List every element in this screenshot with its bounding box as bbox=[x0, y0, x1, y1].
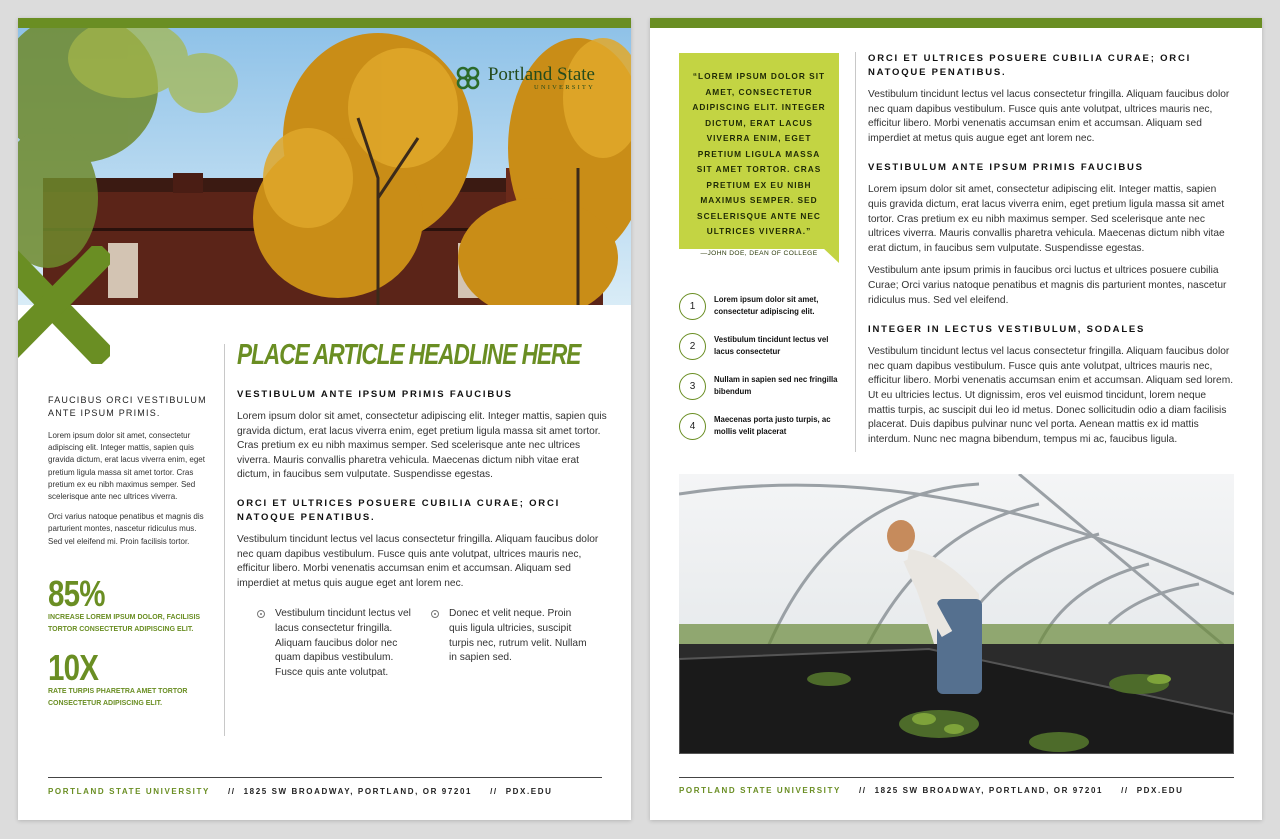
section-body: Vestibulum ante ipsum primis in faucibus orci luctus et ultrices posuere cubilia Curae; Orci varius natoque penatibus et magnis dis parturient montes, nascetur ridiculus mus. Sed vel eleifend. bbox=[868, 265, 1227, 306]
step-number: 3 bbox=[679, 373, 706, 400]
sidebar-heading: FAUCIBUS ORCI VESTIBULUM ANTE IPSUM PRIMIS. bbox=[48, 395, 207, 418]
bullet-list bbox=[237, 607, 607, 680]
footer-separator: // bbox=[858, 786, 867, 795]
bullet-icon bbox=[257, 610, 265, 618]
list-item bbox=[431, 607, 591, 680]
greenhouse-photo bbox=[679, 474, 1234, 754]
step-text: Lorem ipsum dolor sit amet, consectetur adipiscing elit. bbox=[714, 295, 819, 316]
list-item bbox=[679, 366, 839, 406]
column-divider bbox=[224, 344, 225, 736]
logo-subtitle: UNIVERSITY bbox=[534, 83, 595, 91]
section-title: VESTIBULUM ANTE IPSUM PRIMIS FAUCIBUS bbox=[237, 389, 513, 400]
step-text: Nullam in sapien sed nec fringilla bibendum bbox=[714, 375, 838, 396]
sidebar-paragraph: Lorem ipsum dolor sit amet, consectetur adipiscing elit. Integer mattis, sapien quis gravida dictum, erat lacus viverra enim, eget pretium ligula massa sit amet tortor. Cras pretium ex eu nibh maximus semper. Sed scelerisque ante nec ultrices viverra. bbox=[48, 431, 205, 502]
sidebar-column bbox=[48, 394, 208, 556]
step-number: 1 bbox=[679, 293, 706, 320]
footer-separator: // bbox=[1121, 786, 1129, 795]
quote-attribution: —JOHN DOE, DEAN OF COLLEGE bbox=[700, 249, 818, 257]
psu-logo-icon bbox=[454, 64, 482, 92]
step-number: 4 bbox=[679, 413, 706, 440]
right-page bbox=[650, 18, 1262, 820]
column-divider bbox=[855, 52, 856, 452]
footer-separator: // bbox=[227, 787, 236, 796]
quote-tail bbox=[822, 247, 839, 263]
article-headline: PLACE ARTICLE HEADLINE HERE bbox=[237, 339, 581, 371]
stat-value: 10X bbox=[48, 647, 99, 688]
stat-block bbox=[48, 647, 218, 709]
stat-block bbox=[48, 573, 218, 635]
bullet-text: Donec et velit neque. Proin quis ligula ultricies, suscipit turpis nec, rutrum velit. Nullam in sapien sed. bbox=[449, 608, 587, 664]
footer-separator: // bbox=[490, 787, 498, 796]
step-text: Vestibulum tincidunt lectus vel lacus consectetur bbox=[714, 335, 829, 356]
footer bbox=[679, 786, 1183, 795]
top-accent-bar bbox=[650, 18, 1262, 28]
numbered-steps bbox=[679, 286, 839, 446]
section-body: Lorem ipsum dolor sit amet, consectetur adipiscing elit. Integer mattis, sapien quis gravida dictum, erat lacus viverra enim, eget pretium ligula massa sit amet tortor. Cras pretium ex eu nibh maximus semper. Sed scelerisque ante nec ultrices viverra. Mauris convallis pharetra vehicula. Maecenas dictum nibh vitae erat dictum, in faucibus sem vulputate. Suspendisse egestas. bbox=[868, 184, 1225, 254]
logo-name: Portland State bbox=[487, 63, 595, 85]
section-title: ORCI ET ULTRICES POSUERE CUBILIA CURAE; ORCI NATOQUE PENATIBUS. bbox=[868, 53, 1192, 78]
section-title: ORCI ET ULTRICES POSUERE CUBILIA CURAE; ORCI NATOQUE PENATIBUS. bbox=[237, 497, 561, 523]
quote-text: “LOREM IPSUM DOLOR SIT AMET, CONSECTETUR ADIPISCING ELIT. INTEGER DICTUM, ERAT LACUS VIVERRA ENIM, EGET PRETIUM LIGULA MASSA SIT AMET TORTOR. CRAS PRETIUM EX EU NIBH MAXIMUS SEMPER. SED SCELERISQUE ANTE NEC ULTRICES VIVERRA.” bbox=[692, 71, 826, 236]
university-logo[interactable] bbox=[454, 64, 595, 92]
list-item bbox=[679, 326, 839, 366]
footer-rule bbox=[48, 777, 602, 778]
section-body: Vestibulum tincidunt lectus vel lacus consectetur fringilla. Aliquam faucibus dolor nec quam dapibus vestibulum. Fusce quis ante volutpat, ultrices mauris nec, efficitur libero. Morbi venenatis accumsan enim et accumsan. Aliquam sed imperdiet at metus quis augue eget ant lorem nec. bbox=[237, 533, 599, 589]
step-text: Maecenas porta justo turpis, ac mollis velit placerat bbox=[714, 415, 831, 436]
bullet-icon bbox=[431, 610, 439, 618]
step-number: 2 bbox=[679, 333, 706, 360]
top-accent-bar bbox=[18, 18, 631, 28]
footer-address: 1825 SW BROADWAY, PORTLAND, OR 97201 bbox=[243, 787, 473, 796]
footer-address: 1825 SW BROADWAY, PORTLAND, OR 97201 bbox=[874, 786, 1104, 795]
left-page bbox=[18, 18, 631, 820]
stat-value: 85% bbox=[48, 573, 105, 614]
footer bbox=[48, 787, 552, 796]
greenhouse-illustration bbox=[679, 474, 1234, 754]
right-article bbox=[868, 52, 1236, 462]
footer-website[interactable]: PDX.EDU bbox=[1136, 786, 1184, 795]
stat-caption: INCREASE LOREM IPSUM DOLOR, FACILISIS TORTOR CONSECTETUR ADIPISCING ELIT. bbox=[48, 614, 201, 633]
list-item bbox=[257, 607, 417, 680]
pull-quote bbox=[679, 53, 839, 257]
section-title: INTEGER IN LECTUS VESTIBULUM, SODALES bbox=[868, 324, 1146, 336]
section-title: VESTIBULUM ANTE IPSUM PRIMIS FAUCIBUS bbox=[868, 162, 1144, 174]
stat-caption: RATE TURPIS PHARETRA AMET TORTOR CONSECTETUR ADIPISCING ELIT. bbox=[48, 688, 188, 707]
footer-website[interactable]: PDX.EDU bbox=[505, 787, 553, 796]
bullet-text: Vestibulum tincidunt lectus vel lacus consectetur fringilla. Aliquam faucibus dolor nec quam dapibus vestibulum. Fusce quis ante volutpat. bbox=[275, 608, 411, 678]
x-graphic-icon bbox=[18, 246, 110, 364]
section-body: Lorem ipsum dolor sit amet, consectetur adipiscing elit. Integer mattis, sapien quis gravida dictum, erat lacus viverra enim, eget pretium ligula massa sit amet tortor. Cras pretium ex eu nibh maximus semper. Sed scelerisque ante nec ultrices viverra. Mauris convallis pharetra vehicula. Maecenas dictum nibh vitae erat dictum, in faucibus sem vulputate. Suspendisse egestas. bbox=[237, 411, 607, 481]
list-item bbox=[679, 406, 839, 446]
section-body: Vestibulum tincidunt lectus vel lacus consectetur fringilla. Aliquam faucibus dolor nec quam dapibus vestibulum. Fusce quis ante volutpat, ultrices mauris nec, efficitur libero. Morbi venenatis accumsan enim et accumsan. Aliquam sed imperdiet at metus quis augue eget ant lorem nec. bbox=[868, 89, 1230, 144]
main-article bbox=[237, 336, 607, 680]
footer-university: PORTLAND STATE UNIVERSITY bbox=[48, 787, 210, 796]
footer-rule bbox=[679, 777, 1234, 778]
sidebar-paragraph: Orci varius natoque penatibus et magnis dis parturient montes, nascetur ridiculus mus. Sed vel eleifend mi. Proin facilisis tortor. bbox=[48, 512, 204, 546]
section-body: Vestibulum tincidunt lectus vel lacus consectetur fringilla. Aliquam faucibus dolor nec quam dapibus vestibulum. Fusce quis ante volutpat, ultrices mauris nec, efficitur libero. Morbi venenatis accumsan enim et accumsan. Aliquam sed lorem. Ut eu ultricies lectus. Ut dignissim, eros vel euismod tincidunt, lorem neque mattis turpis, ac suscipit dui leo id metus. Donec sollicitudin odio a diam facilisis placerat. Duis dapibus pulvinar nunc vel porta. Aenean mattis ex id mattis interdum. Nunc nec magna bibendum, tempus mi ac, faucibus ligula. bbox=[868, 346, 1234, 445]
footer-university: PORTLAND STATE UNIVERSITY bbox=[679, 786, 841, 795]
list-item bbox=[679, 286, 839, 326]
